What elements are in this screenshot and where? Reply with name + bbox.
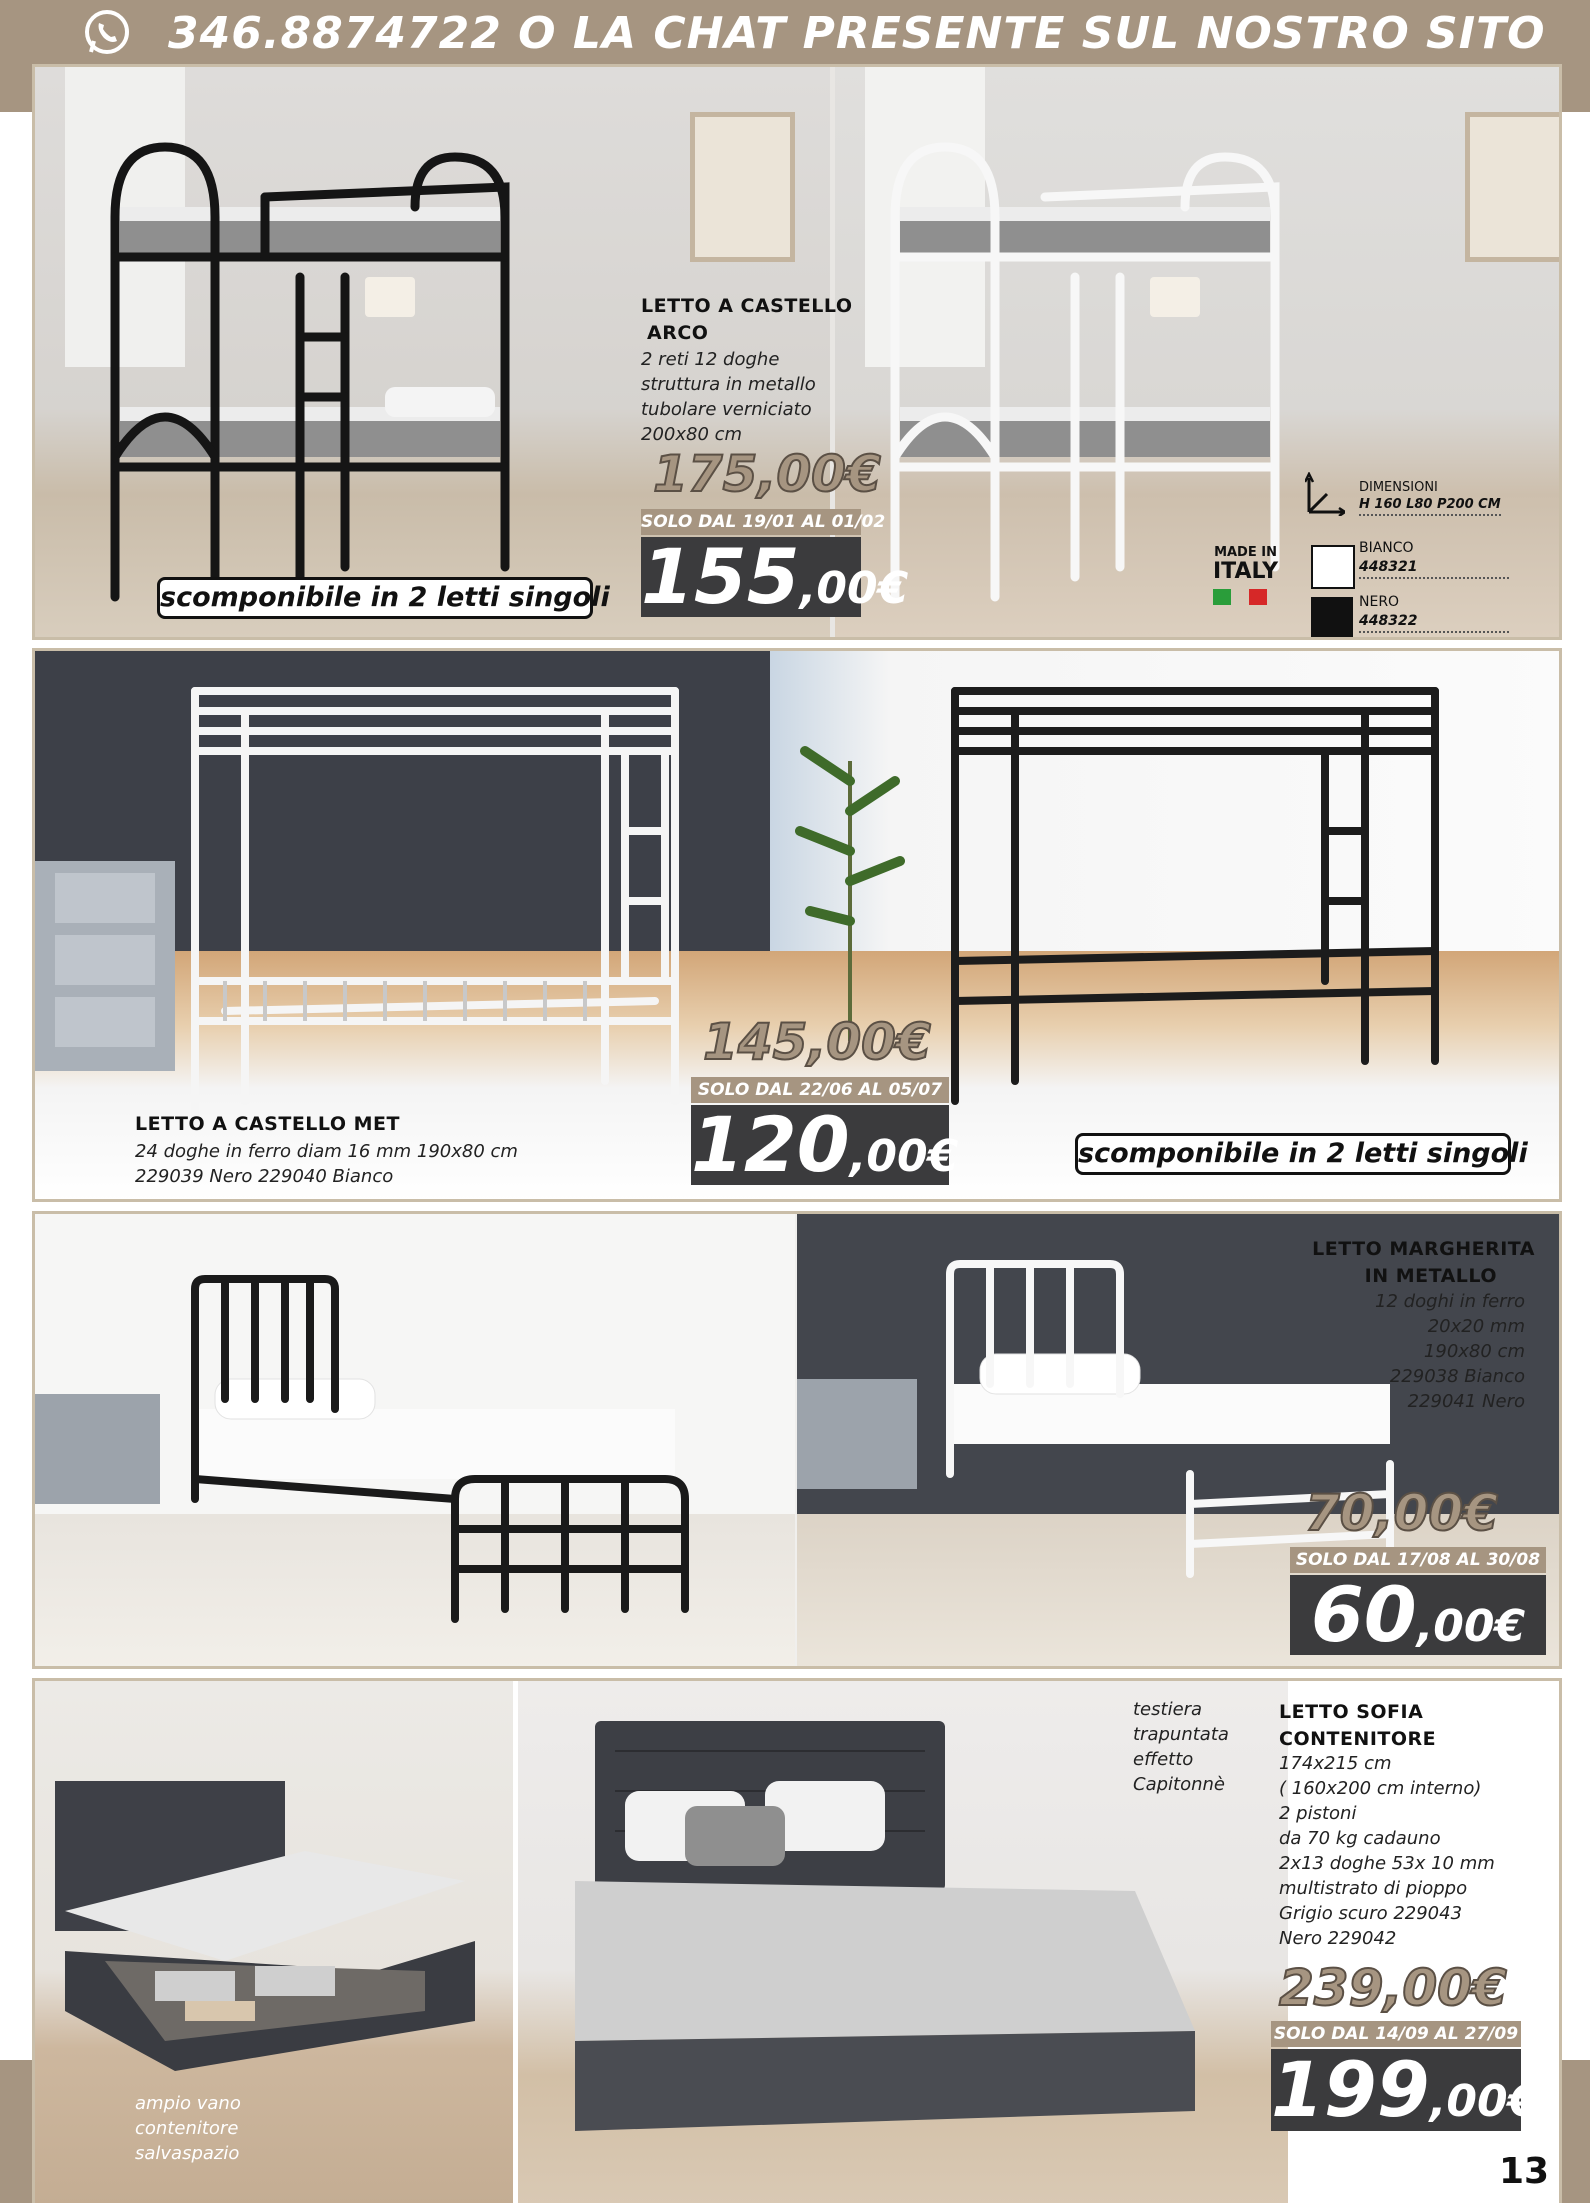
wall-art-left — [690, 112, 795, 262]
nightstand-left — [35, 1394, 160, 1504]
whatsapp-icon — [82, 8, 132, 58]
old-price: 239,00€ — [1279, 1959, 1507, 2017]
sale-price — [1271, 2045, 1539, 2134]
price-decimal: ,00€ — [1429, 2076, 1539, 2127]
dimensions-value: H 160 L80 P200 CM — [1359, 497, 1501, 516]
note-line: salvaspazio — [135, 2143, 240, 2164]
feature-badge: scomponibile in 2 letti singoli — [1075, 1133, 1511, 1175]
description-line: 229039 Nero 229040 Bianco — [135, 1166, 394, 1187]
description-line: 12 doghi in ferro — [1375, 1291, 1525, 1312]
variant-code: 448321 — [1359, 558, 1509, 579]
product-panel-castello-arco — [32, 64, 1562, 640]
banner-edge-right — [1562, 64, 1590, 112]
variant-nero — [1359, 593, 1509, 633]
promo-period-badge: SOLO DAL 14/09 AL 27/09 — [1271, 2021, 1521, 2047]
plant-image — [795, 721, 905, 1041]
description-line: da 70 kg cadauno — [1279, 1828, 1441, 1849]
promo-period-badge: SOLO DAL 22/06 AL 05/07 — [691, 1077, 949, 1103]
page-edge-right — [1562, 2060, 1590, 2203]
description-line: 200x80 cm — [641, 424, 743, 445]
product-name-line2: ARCO — [647, 322, 709, 344]
description-line: 229041 Nero — [1407, 1391, 1525, 1412]
contact-banner-text: 346.8874722 O LA CHAT PRESENTE SUL NOSTRO SITO — [168, 8, 1546, 59]
product-name-line2: CONTENITORE — [1279, 1728, 1437, 1750]
price-decimal: ,00€ — [1416, 1601, 1526, 1652]
description-line: 229038 Bianco — [1389, 1366, 1525, 1387]
description-line: 190x80 cm — [1423, 1341, 1525, 1362]
feature-badge: scomponibile in 2 letti singoli — [157, 577, 593, 619]
description-line: tubolare verniciato — [641, 399, 812, 420]
old-price: 70,00€ — [1305, 1484, 1498, 1542]
product-description-castello-met — [135, 1139, 518, 1189]
description-line: 2x13 doghe 53x 10 mm — [1279, 1853, 1495, 1874]
description-line: 174x215 cm — [1279, 1753, 1392, 1774]
note-line: trapuntata — [1133, 1724, 1229, 1745]
old-price: 145,00€ — [703, 1013, 931, 1071]
dimensions-label: DIMENSIONI — [1359, 480, 1438, 495]
note-line: Capitonnè — [1133, 1774, 1225, 1795]
variant-color-name: NERO — [1359, 594, 1400, 610]
note-line: testiera — [1133, 1699, 1203, 1720]
single-bed-black-image — [185, 1269, 745, 1649]
product-panel-sofia — [32, 1678, 1562, 2203]
color-swatch-bianco — [1311, 545, 1355, 589]
storage-note — [135, 2091, 241, 2166]
product-name-line1: LETTO MARGHERITA — [1312, 1238, 1535, 1260]
price-integer: 60 — [1310, 1570, 1417, 1659]
note-line: ampio vano — [135, 2093, 241, 2114]
description-line: 20x20 mm — [1427, 1316, 1525, 1337]
variant-code: 448322 — [1359, 612, 1509, 633]
product-name-castello-arco — [641, 293, 853, 347]
description-line: Nero 229042 — [1279, 1928, 1397, 1949]
product-name-castello-met: LETTO A CASTELLO MET — [135, 1113, 400, 1135]
product-name-line1: LETTO A CASTELLO — [641, 295, 853, 317]
product-name-margherita — [1295, 1236, 1535, 1290]
product-description-castello-arco — [641, 347, 816, 447]
wall-art-right — [1465, 112, 1562, 262]
note-line: effetto — [1133, 1749, 1194, 1770]
headboard-note — [1133, 1697, 1229, 1797]
product-description-margherita — [1295, 1289, 1525, 1414]
price-integer: 199 — [1271, 2045, 1430, 2134]
price-decimal: ,00€ — [799, 563, 909, 614]
page-number: 13 — [1499, 2151, 1550, 2192]
sale-price — [691, 1100, 959, 1189]
italy-flag-icon — [1213, 589, 1278, 605]
nightstand-right — [797, 1379, 917, 1489]
product-description-sofia — [1279, 1751, 1495, 1951]
description-line: 2 reti 12 doghe — [641, 349, 780, 370]
bunk-bed-black-image — [95, 127, 675, 640]
metal-bunk-black-image — [945, 681, 1475, 1141]
description-line: 24 doghe in ferro diam 16 mm 190x80 cm — [135, 1141, 518, 1162]
note-line: contenitore — [135, 2118, 239, 2139]
product-panel-castello-met — [32, 648, 1562, 1202]
price-integer: 155 — [641, 532, 800, 621]
storage-bed-open-image — [45, 1771, 515, 2111]
made-in-italy-logo — [1213, 545, 1278, 605]
promo-period-badge: SOLO DAL 17/08 AL 30/08 — [1290, 1547, 1546, 1573]
variant-bianco — [1359, 539, 1509, 579]
dresser — [35, 861, 175, 1071]
page-edge-left — [0, 2060, 32, 2203]
sale-price — [641, 532, 909, 621]
promo-period-badge: SOLO DAL 19/01 AL 01/02 — [641, 509, 861, 535]
product-name-line1: LETTO SOFIA — [1279, 1701, 1424, 1723]
description-line: Grigio scuro 229043 — [1279, 1903, 1463, 1924]
metal-bunk-white-image — [185, 681, 745, 1141]
product-panel-margherita — [32, 1211, 1562, 1669]
made-in-text: MADE IN — [1214, 545, 1277, 560]
product-name-line2: IN METALLO — [1364, 1265, 1497, 1287]
product-name-sofia — [1279, 1699, 1436, 1753]
price-decimal: ,00€ — [849, 1131, 959, 1182]
sale-price — [1290, 1570, 1546, 1659]
description-line: struttura in metallo — [641, 374, 816, 395]
description-line: multistrato di pioppo — [1279, 1878, 1468, 1899]
description-line: ( 160x200 cm interno) — [1279, 1778, 1482, 1799]
made-in-country: ITALY — [1213, 559, 1279, 584]
description-line: 2 pistoni — [1279, 1803, 1357, 1824]
dimensions-icon — [1305, 472, 1345, 516]
old-price: 175,00€ — [653, 445, 881, 503]
variant-color-name: BIANCO — [1359, 540, 1414, 556]
price-integer: 120 — [691, 1100, 850, 1189]
color-swatch-nero — [1311, 597, 1353, 639]
banner-edge-left — [0, 64, 32, 112]
